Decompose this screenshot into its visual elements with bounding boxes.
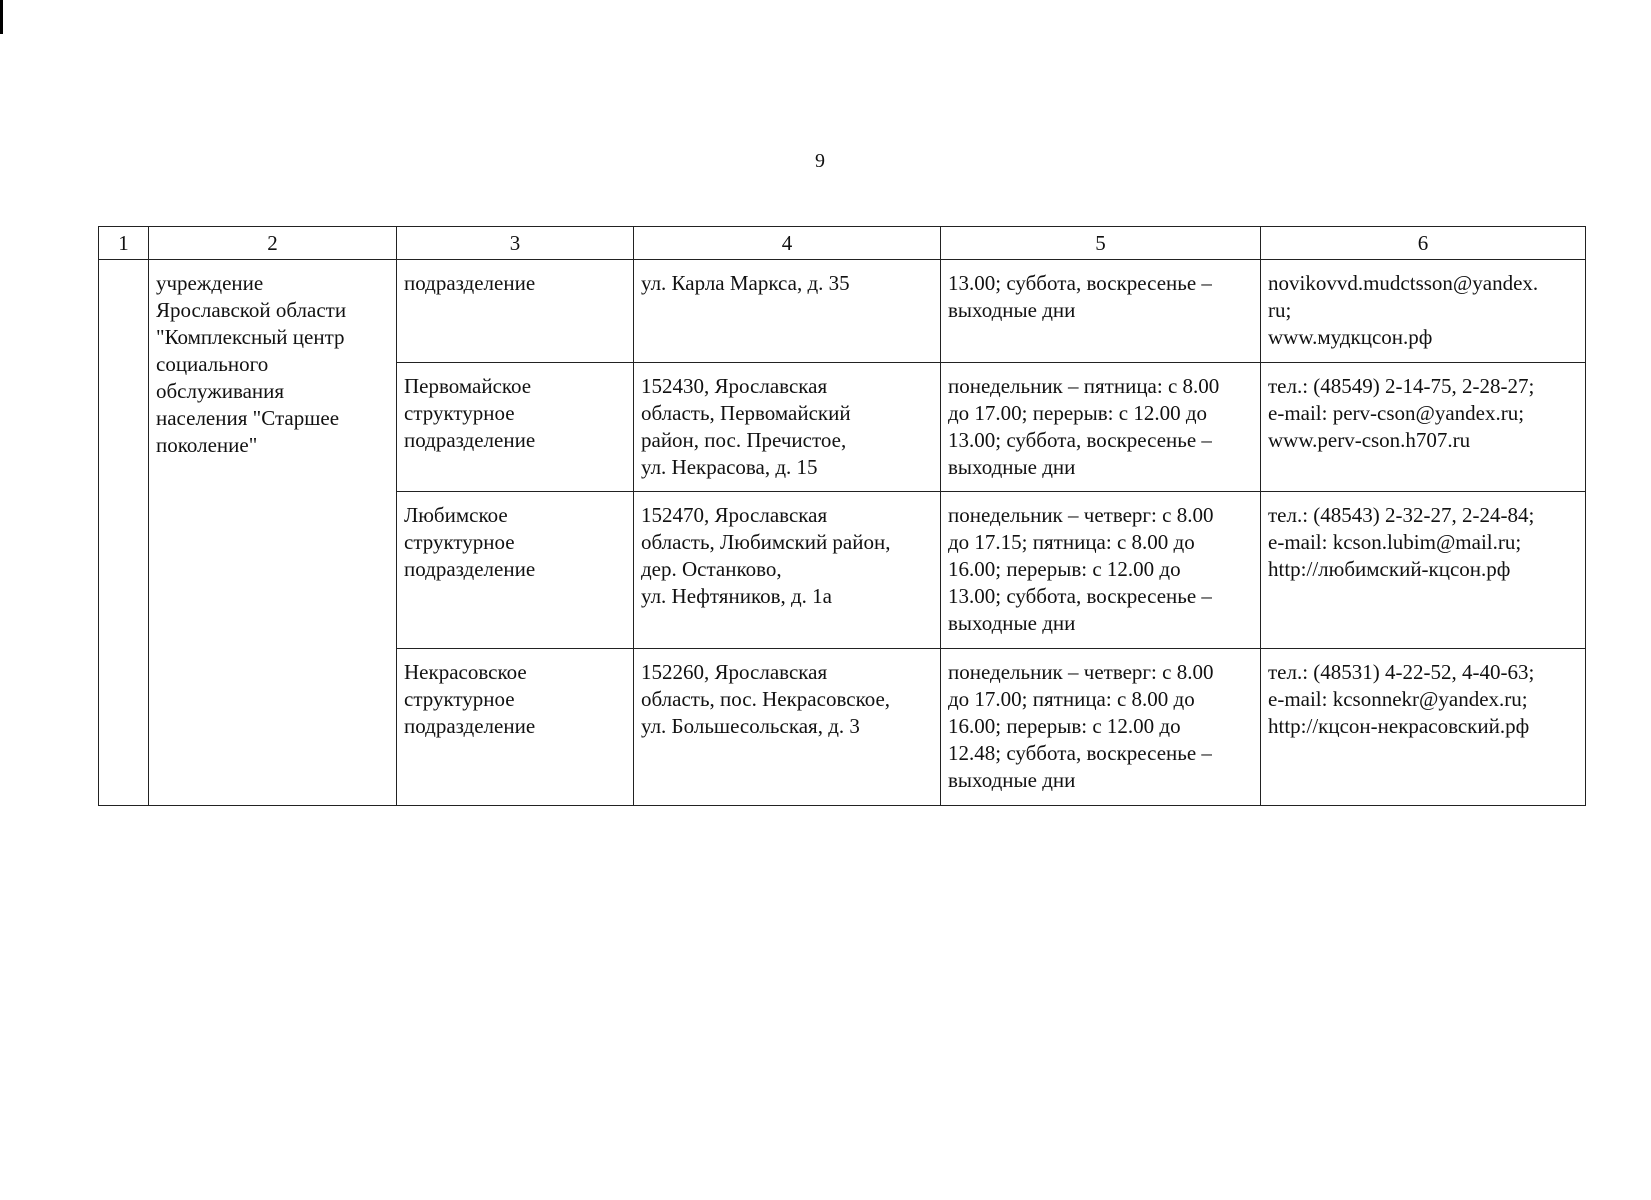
column-header: 4 (634, 227, 941, 260)
address-cell (634, 649, 941, 806)
hours-cell (941, 363, 1261, 492)
column-header: 6 (1261, 227, 1586, 260)
unit-name: Любимское структурное подразделение (404, 503, 536, 581)
address-cell (634, 363, 941, 492)
address-text: 152430, Ярославская область, Первомайский район, пос. Пречистое, ул. Некрасова, д. 15 (641, 374, 851, 479)
contacts-text: тел.: (48531) 4-22-52, 4-40-63; e-mail: kcsonnekr@yandex.ru; http://кцсон-некрасовский.рф (1268, 660, 1535, 738)
contacts-text: novikovvd.mudctsson@yandex. ru; www.мудкцсон.рф (1268, 271, 1539, 349)
contacts-cell (1261, 649, 1586, 806)
column-header: 5 (941, 227, 1261, 260)
hours-cell (941, 492, 1261, 649)
hours-cell (941, 260, 1261, 363)
unit-name: Первомайское структурное подразделение (404, 374, 536, 452)
address-text: ул. Карла Маркса, д. 35 (641, 271, 850, 295)
contacts-cell (1261, 363, 1586, 492)
contacts-cell (1261, 492, 1586, 649)
column-header: 3 (397, 227, 634, 260)
working-hours: понедельник – пятница: с 8.00 до 17.00; перерыв: с 12.00 до 13.00; суббота, воскресенье – выходные дни (948, 374, 1220, 479)
row-number-cell (99, 260, 149, 806)
unit-cell (397, 492, 634, 649)
unit-cell (397, 649, 634, 806)
contacts-text: тел.: (48543) 2-32-27, 2-24-84; e-mail: kcson.lubim@mail.ru; http://любимский-кцсон.рф (1268, 503, 1535, 581)
contacts-text: тел.: (48549) 2-14-75, 2-28-27; e-mail: perv-cson@yandex.ru; www.perv-cson.h707.ru (1268, 374, 1535, 452)
address-text: 152260, Ярославская область, пос. Некрасовское, ул. Большесольская, д. 3 (641, 660, 891, 738)
address-text: 152470, Ярославская область, Любимский район, дер. Останково, ул. Нефтяников, д. 1а (641, 503, 891, 608)
column-header: 2 (149, 227, 397, 260)
address-cell (634, 492, 941, 649)
organization-name-cell (149, 260, 397, 806)
page-number: 9 (815, 150, 825, 172)
address-cell (634, 260, 941, 363)
contacts-cell (1261, 260, 1586, 363)
table-row (99, 260, 1586, 363)
working-hours: понедельник – четверг: с 8.00 до 17.00; пятница: с 8.00 до 16.00; перерыв: с 12.00 до 12.48; суббота, воскресенье – выходные дни (948, 660, 1214, 792)
unit-name: подразделение (404, 271, 536, 295)
working-hours: 13.00; суббота, воскресенье – выходные дни (948, 271, 1212, 322)
hours-cell (941, 649, 1261, 806)
working-hours: понедельник – четверг: с 8.00 до 17.15; пятница: с 8.00 до 16.00; перерыв: с 12.00 до 13.00; суббота, воскресенье – выходные дни (948, 503, 1214, 635)
scan-edge-mark (0, 0, 3, 34)
unit-cell (397, 363, 634, 492)
unit-name: Некрасовское структурное подразделение (404, 660, 536, 738)
organizations-table (98, 226, 1586, 806)
column-header: 1 (99, 227, 149, 260)
table-header-row (99, 227, 1586, 260)
organization-name: учреждение Ярославской области "Комплексный центр социального обслуживания населения "Старшее поколение" (156, 271, 347, 457)
unit-cell (397, 260, 634, 363)
